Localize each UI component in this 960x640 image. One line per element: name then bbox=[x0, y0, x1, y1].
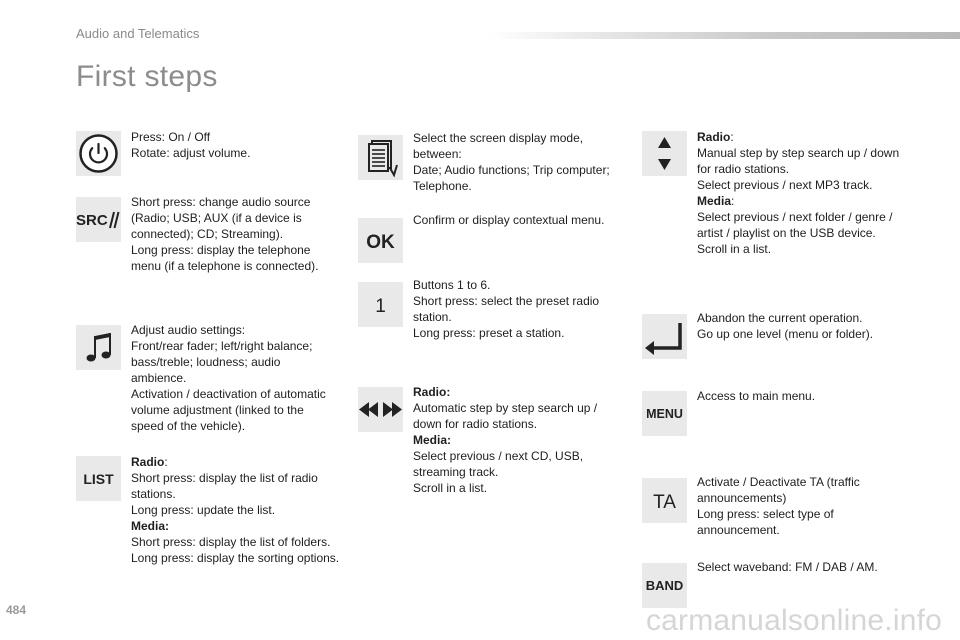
up-down-arrows-icon bbox=[642, 131, 687, 176]
band-description: Select waveband: FM / DAB / AM. bbox=[697, 560, 878, 574]
list-icon-text: LIST bbox=[83, 471, 114, 487]
ta-icon-text: TA bbox=[653, 492, 676, 513]
seek-arrows-icon bbox=[358, 387, 403, 432]
src-icon bbox=[76, 197, 121, 242]
menu-description: Access to main menu. bbox=[697, 389, 816, 403]
power-icon bbox=[76, 131, 121, 176]
music-note-icon bbox=[76, 325, 121, 370]
ok-icon-text: OK bbox=[366, 232, 395, 253]
header-rule bbox=[488, 32, 960, 39]
back-arrow-icon bbox=[642, 314, 687, 359]
menu-icon-text: MENU bbox=[646, 407, 683, 421]
src-description: Short press: change audio source (Radio; USB; AUX (if a device is connected); CD; Streaming). Long press: display the telephone menu (if a telephone is connected). bbox=[131, 195, 319, 273]
section-title: Audio and Telematics bbox=[76, 26, 200, 41]
page-number: 484 bbox=[6, 603, 27, 617]
band-icon bbox=[642, 563, 687, 608]
src-icon-text: SRC bbox=[76, 212, 108, 229]
list-description: Radio: Short press: display the list of radio stations. Long press: update the list. Media: Short press: display the list of folders. Long press: display the sorting options. bbox=[131, 455, 340, 565]
preset-one-text: 1 bbox=[375, 296, 386, 317]
preset-one-icon bbox=[358, 282, 403, 327]
presets-description: Buttons 1 to 6. Short press: select the preset radio station. Long press: preset a station. bbox=[413, 278, 600, 340]
power-description: Press: On / Off Rotate: adjust volume. bbox=[131, 130, 251, 160]
display-mode-icon bbox=[358, 135, 403, 180]
ta-description: Activate / Deactivate TA (traffic announcements) Long press: select type of announcement. bbox=[697, 475, 860, 537]
ok-icon bbox=[358, 218, 403, 263]
band-icon-text: BAND bbox=[645, 578, 684, 593]
display-mode-description: Select the screen display mode, between: Date; Audio functions; Trip computer; Telephone. bbox=[413, 131, 610, 193]
audio-settings-description: Adjust audio settings: Front/rear fader; left/right balance; bass/treble; loudness; audio ambience. Activation / deactivation of automatic volume adjustment (linked to the speed of the vehicle). bbox=[131, 323, 326, 433]
seek-description: Radio: Automatic step by step search up / down for radio stations. Media: Select previous / next CD, USB, streaming track. Scroll in a list. bbox=[413, 385, 598, 495]
abandon-description: Abandon the current operation. Go up one level (menu or folder). bbox=[697, 311, 874, 341]
page-title: First steps bbox=[76, 60, 218, 93]
ok-description: Confirm or display contextual menu. bbox=[413, 213, 605, 227]
ta-icon bbox=[642, 478, 687, 523]
menu-icon bbox=[642, 391, 687, 436]
watermark: carmanualsonline.info bbox=[645, 604, 942, 637]
list-icon bbox=[76, 456, 121, 501]
manual-search-description: Radio: Manual step by step search up / down for radio stations. Select previous / next MP3 track. Media: Select previous / next folder / genre / artist / playlist on the USB device. Scroll in a list. bbox=[697, 130, 900, 256]
